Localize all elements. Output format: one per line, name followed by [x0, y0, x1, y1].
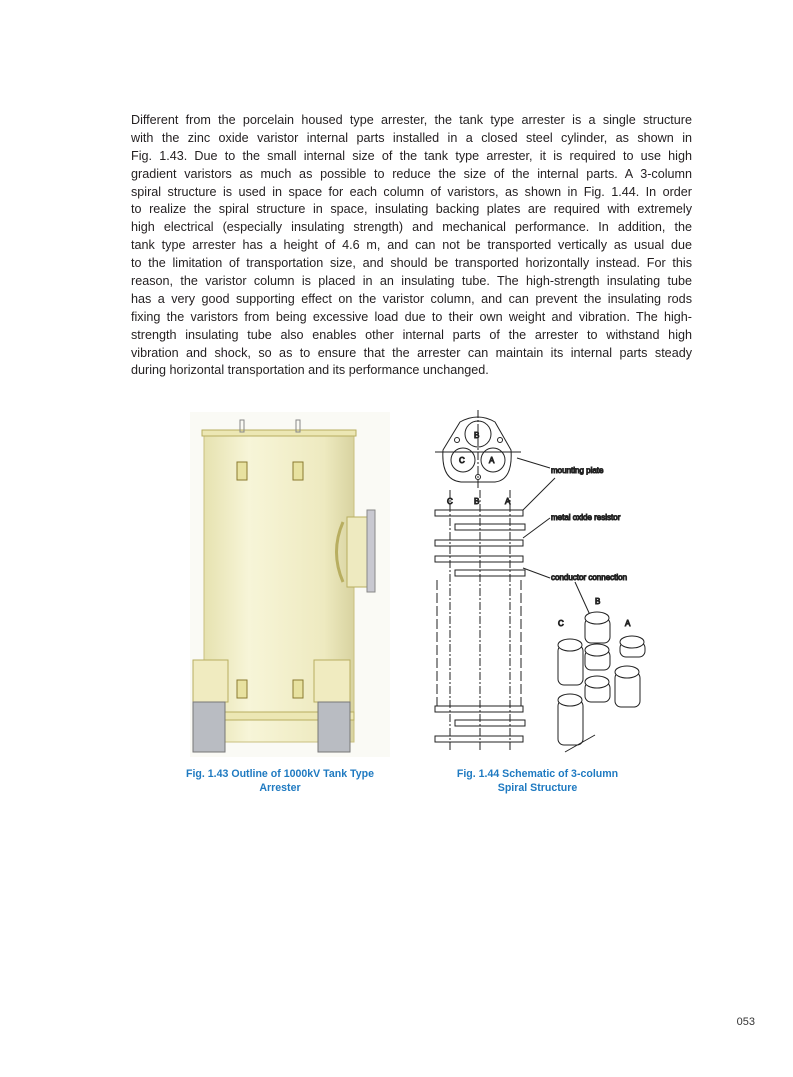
body-paragraph — [131, 112, 692, 380]
paragraph-line: high electrical (especially insulating strength) and mechanical performance. In addition, the — [131, 220, 692, 235]
spiral-label-a: A — [625, 619, 631, 628]
caption-line: Fig. 1.44 Schematic of 3-column — [456, 768, 619, 780]
paragraph-line: gradient varistors as much as possible to reduce the size of the internal parts. A 3-column — [131, 166, 692, 181]
spiral-structure-schematic — [425, 410, 665, 760]
figure-caption-1-44 — [425, 767, 650, 795]
label-conductor-connection: conductor connection — [551, 573, 628, 582]
column-label-b: B — [474, 497, 480, 506]
paragraph-line: has a very good supporting effect on the varistor column, and can prevent the insulating rods — [131, 291, 692, 306]
paragraph-line: to realize the spiral structure in space, insulating backing plates are required with extremely — [131, 202, 692, 217]
caption-line: Fig. 1.43 Outline of 1000kV Tank Type — [186, 768, 374, 780]
paragraph-line: strength insulating tube also enables other internal parts of the arrester to withstand high — [131, 327, 692, 342]
label-c: C — [459, 456, 465, 465]
paragraph-line: during horizontal transportation and its performance unchanged. — [131, 363, 489, 378]
paragraph-line: vibration and shock, so as to ensure that the arrester can maintain its internal parts steady — [131, 345, 692, 360]
paragraph-line: reason, the varistor column is placed in an insulating tube. The high-strength insulating tube — [131, 274, 692, 289]
paragraph-line: Fig. 1.43. Due to the small internal size of the tank type arrester, it is required to use high — [131, 148, 692, 163]
label-mounting-plate: mounting plate — [551, 466, 604, 475]
figure-caption-1-43 — [160, 767, 400, 795]
paragraph-line: tank type arrester has a height of 4.6 m, and can not be transported vertically as usual due — [131, 238, 692, 253]
tank-arrester-image — [190, 412, 390, 757]
label-b: B — [474, 431, 480, 440]
paragraph-line: with the zinc oxide varistor internal parts installed in a closed steel cylinder, as shown in — [131, 130, 692, 145]
spiral-label-c: C — [558, 619, 564, 628]
paragraph-line: Different from the porcelain housed type arrester, the tank type arrester is a single structure — [131, 113, 692, 127]
paragraph-line: to the limitation of transportation size, and should be transported horizontally instead. For this — [131, 256, 692, 271]
paragraph-line: fixing the varistors from being excessive load due to their own weight and vibration. The high- — [131, 309, 692, 324]
page-number: 053 — [736, 1016, 755, 1028]
label-a: A — [489, 456, 495, 465]
column-label-a: A — [505, 497, 511, 506]
paragraph-line: spiral structure is used in space for each column of varistors, as shown in Fig. 1.44. In order — [131, 184, 692, 199]
caption-line: Spiral Structure — [497, 782, 578, 794]
caption-line: Arrester — [259, 782, 301, 794]
label-metal-oxide-resistor: metal oxide resistor — [551, 513, 621, 522]
spiral-label-b: B — [595, 597, 601, 606]
column-label-c: C — [447, 497, 453, 506]
